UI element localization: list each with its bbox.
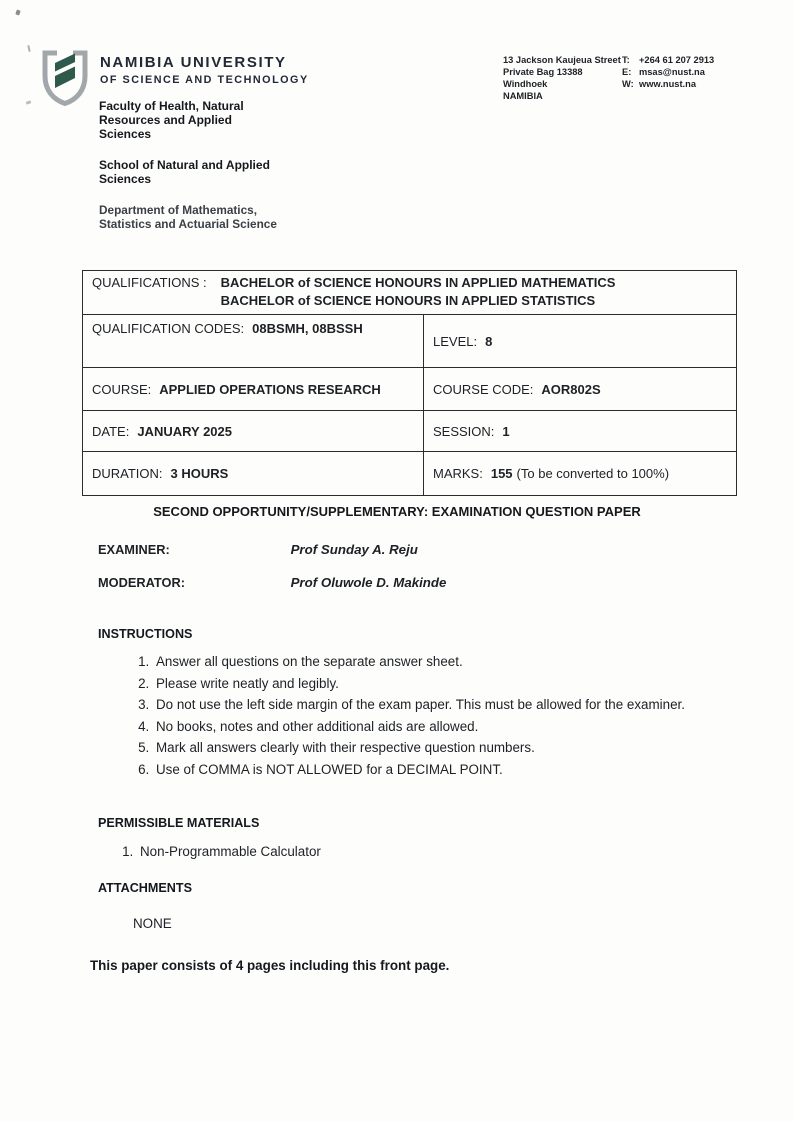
exam-info-table <box>82 270 737 496</box>
website-line <box>622 78 714 90</box>
instructions-title: INSTRUCTIONS <box>98 627 193 641</box>
exam-paper-heading: SECOND OPPORTUNITY/SUPPLEMENTARY: EXAMINATION QUESTION PAPER <box>153 504 641 519</box>
course-label: COURSE: <box>92 381 152 397</box>
phone-line <box>622 54 714 66</box>
course-code-value: AOR802S <box>541 381 601 397</box>
department-name: Department of Mathematics, Statistics and Actuarial Science <box>99 203 277 232</box>
level-value: 8 <box>485 333 493 349</box>
date-label: DATE: <box>92 423 130 439</box>
session-value: 1 <box>502 423 510 439</box>
address-block <box>503 54 621 102</box>
instruction-item: 4. No books, notes and other additional aids are allowed. <box>153 716 686 738</box>
phone-value: +264 61 207 2913 <box>639 55 715 65</box>
duration-cell <box>83 452 423 495</box>
table-row <box>83 452 736 495</box>
qualifications-row <box>83 271 736 315</box>
address-line: NAMIBIA <box>503 91 543 101</box>
date-cell <box>83 411 423 451</box>
marks-label: MARKS: <box>433 466 483 481</box>
instruction-item: 2. Please write neatly and legibly. <box>153 673 686 695</box>
qualifications-values <box>221 274 616 310</box>
website-value: www.nust.na <box>639 79 696 89</box>
university-subname: OF SCIENCE AND TECHNOLOGY <box>100 74 309 86</box>
marks-cell <box>423 452 736 495</box>
address-line: Private Bag 13388 <box>503 67 583 77</box>
university-wordmark <box>100 54 309 86</box>
duration-value: 3 HOURS <box>170 466 229 481</box>
address-line: 13 Jackson Kaujeua Street <box>503 55 621 65</box>
permissible-item: 1. Non-Programmable Calculator <box>137 841 664 863</box>
course-value: APPLIED OPERATIONS RESEARCH <box>159 381 381 397</box>
qualification-codes-value: 08BSMH, 08BSSH <box>252 321 363 336</box>
examiner-label: EXAMINER: <box>98 542 170 557</box>
qualification-codes-label: QUALIFICATION CODES: <box>92 321 245 336</box>
shield-icon <box>33 46 97 110</box>
qualification-item: BACHELOR of SCIENCE HONOURS IN APPLIED STATISTICS <box>220 293 596 308</box>
email-value: msas@nust.na <box>639 67 705 77</box>
permissible-materials-title: PERMISSIBLE MATERIALS <box>98 816 260 830</box>
marks-suffix: (To be converted to 100%) <box>516 466 670 481</box>
course-cell <box>83 368 423 410</box>
date-value: JANUARY 2025 <box>137 423 232 439</box>
qualifications-label: QUALIFICATIONS : <box>92 275 207 290</box>
level-label: LEVEL: <box>433 333 478 349</box>
instruction-item: 3. Do not use the left side margin of the exam paper. This must be allowed for the examiner. <box>153 694 686 716</box>
marks-value: 155 <box>490 466 513 481</box>
level-cell <box>423 315 736 367</box>
qualification-item: BACHELOR of SCIENCE HONOURS IN APPLIED MATHEMATICS <box>220 275 616 290</box>
moderator-label: MODERATOR: <box>98 575 185 590</box>
attachments-title: ATTACHMENTS <box>98 881 192 895</box>
instruction-item: 1. Answer all questions on the separate answer sheet. <box>153 651 686 673</box>
school-name: School of Natural and Applied Sciences <box>99 158 270 187</box>
scan-artifact <box>27 45 30 52</box>
email-label: E: <box>622 67 632 77</box>
attachments-value: NONE <box>133 916 172 931</box>
instruction-item: 6. Use of COMMA is NOT ALLOWED for a DECIMAL POINT. <box>153 759 686 781</box>
university-name: NAMIBIA UNIVERSITY <box>100 54 287 71</box>
table-row <box>83 411 736 452</box>
contact-block <box>622 54 714 90</box>
examiner-name: Prof Sunday A. Reju <box>290 542 418 557</box>
course-code-label: COURSE CODE: <box>433 381 534 397</box>
course-code-cell <box>423 368 736 410</box>
examiner-row <box>98 542 418 557</box>
session-label: SESSION: <box>433 423 495 439</box>
nust-logo <box>33 46 97 110</box>
email-line <box>622 66 714 78</box>
table-row <box>83 315 736 368</box>
page-count-note: This paper consists of 4 pages including this front page. <box>90 958 450 973</box>
moderator-name: Prof Oluwole D. Makinde <box>290 575 447 590</box>
duration-label: DURATION: <box>92 466 163 481</box>
website-label: W: <box>622 79 634 89</box>
table-row <box>83 368 736 411</box>
scan-artifact <box>15 9 20 15</box>
moderator-row <box>98 575 446 590</box>
qualification-codes-cell <box>83 315 423 367</box>
phone-label: T: <box>622 55 630 65</box>
permissible-materials-list <box>104 841 664 863</box>
session-cell <box>423 411 736 451</box>
scan-artifact <box>26 100 32 105</box>
address-line: Windhoek <box>503 79 548 89</box>
instructions-list <box>120 651 686 780</box>
faculty-name: Faculty of Health, Natural Resources and Applied Sciences <box>99 99 244 142</box>
instruction-item: 5. Mark all answers clearly with their respective question numbers. <box>153 737 686 759</box>
